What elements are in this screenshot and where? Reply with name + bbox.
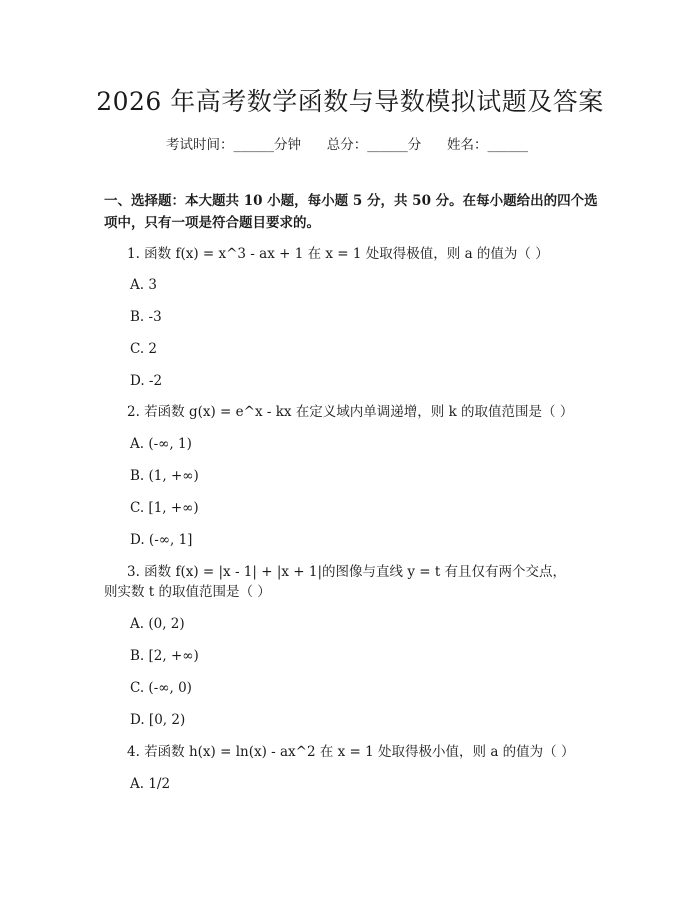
question-1-option-c: C. 2 [130, 341, 158, 357]
section-heading-line-1: 一、选择题：本大题共 10 小题，每小题 5 分，共 50 分。在每小题给出的四个选 [104, 193, 598, 209]
question-1-option-b: B. -3 [130, 309, 162, 325]
question-3-stem-line-1: 3. 函数 f(x) = |x - 1| + |x + 1|的图像与直线 y = t 有且仅有两个交点， [127, 564, 567, 580]
name-blank: ______ [487, 137, 528, 153]
page-title: 2026 年高考数学函数与导数模拟试题及答案 [96, 87, 604, 116]
question-1-option-d: D. -2 [130, 373, 163, 389]
question-2-option-a: A. (-∞, 1) [130, 436, 192, 452]
question-3-stem-line-2: 则实数 t 的取值范围是（ ） [104, 584, 271, 600]
time-label: 考试时间： [166, 137, 234, 153]
question-2-option-c: C. [1, +∞) [130, 500, 199, 516]
question-2-option-d: D. (-∞, 1] [130, 532, 193, 548]
score-blank: ______ [367, 137, 408, 153]
question-1-option-a: A. 3 [130, 277, 157, 293]
question-3-option-c: C. (-∞, 0) [130, 680, 192, 696]
question-4-option-a: A. 1/2 [130, 776, 171, 792]
time-unit: 分钟 [274, 137, 301, 153]
question-2-option-b: B. (1, +∞) [130, 468, 199, 484]
section-heading-line-2: 项中，只有一项是符合题目要求的。 [104, 215, 320, 231]
time-blank: ______ [233, 137, 274, 153]
exam-meta-line [166, 133, 528, 153]
question-1-stem: 1. 函数 f(x) = x^3 - ax + 1 在 x = 1 处取得极值，则 a 的值为（ ） [127, 246, 549, 262]
question-3-option-d: D. [0, 2) [130, 712, 186, 728]
question-3-option-a: A. (0, 2) [130, 616, 185, 632]
score-unit: 分 [407, 137, 422, 153]
question-2-stem: 2. 若函数 g(x) = e^x - kx 在定义域内单调递增，则 k 的取值范围是（ ） [127, 404, 574, 420]
question-3-option-b: B. [2, +∞) [130, 648, 199, 664]
name-label: 姓名： [447, 137, 488, 153]
score-label: 总分： [326, 137, 368, 153]
question-4-stem: 4. 若函数 h(x) = ln(x) - ax^2 在 x = 1 处取得极小值，则 a 的值为（ ） [127, 744, 575, 760]
